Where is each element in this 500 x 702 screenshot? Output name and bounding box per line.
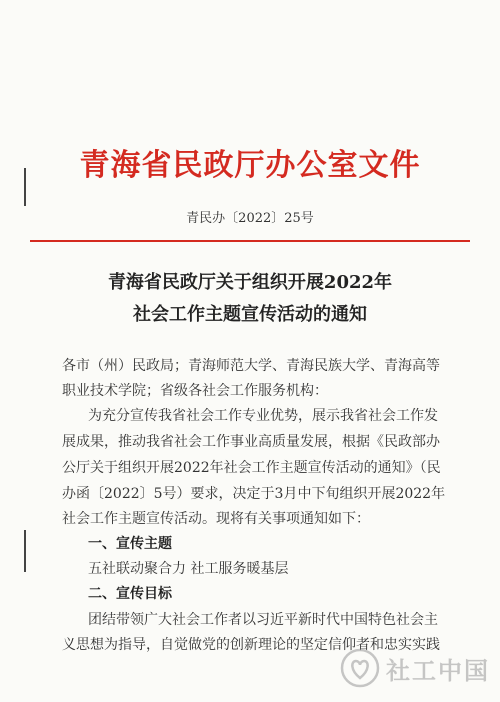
notice-title-line2: 社会工作主题宣传活动的通知 [133, 304, 367, 325]
section1-text: 五社联动聚合力 社工服务暖基层 [88, 561, 289, 577]
paragraph1-line3: 公厅关于组织开展2022年社会工作主题宣传活动的通知》（民 [62, 460, 441, 476]
paragraph1-line4: 办函〔2022〕5号）要求，决定于3月中下旬组织开展2022年 [62, 486, 446, 502]
document-number: 青民办〔2022〕25号 [186, 211, 314, 226]
watermark-text: 社工中国 [386, 656, 490, 685]
section1-heading: 一、宣传主题 [88, 536, 172, 552]
paragraph2-line2: 义思想为指导，自觉做党的创新理论的坚定信仰者和忠实实践 [62, 637, 440, 653]
addressee-line1: 各市（州）民政局；青海师范大学、青海民族大学、青海高等 [62, 358, 440, 374]
paragraph1-line1: 为充分宣传我省社会工作专业优势，展示我省社会工作发 [88, 408, 438, 424]
heart-hands-logo-icon [340, 648, 380, 688]
paragraph2-line1: 团结带领广大社会工作者以习近平新时代中国特色社会主 [88, 612, 438, 628]
margin-mark-bottom [24, 530, 26, 572]
paragraph1-line5: 社会工作主题宣传活动。现将有关事项通知如下： [62, 511, 370, 527]
watermark [340, 646, 490, 690]
paragraph1-line2: 展成果，推动我省社会工作事业高质量发展，根据《民政部办 [62, 434, 440, 450]
red-divider [30, 240, 470, 242]
document-header-title: 青海省民政厅办公室文件 [79, 148, 421, 183]
notice-title-line1: 青海省民政厅关于组织开展2022年 [107, 272, 393, 293]
section2-heading: 二、宣传目标 [88, 586, 172, 602]
addressee-line2: 职业技术学院；省级各社会工作服务机构： [62, 383, 328, 399]
